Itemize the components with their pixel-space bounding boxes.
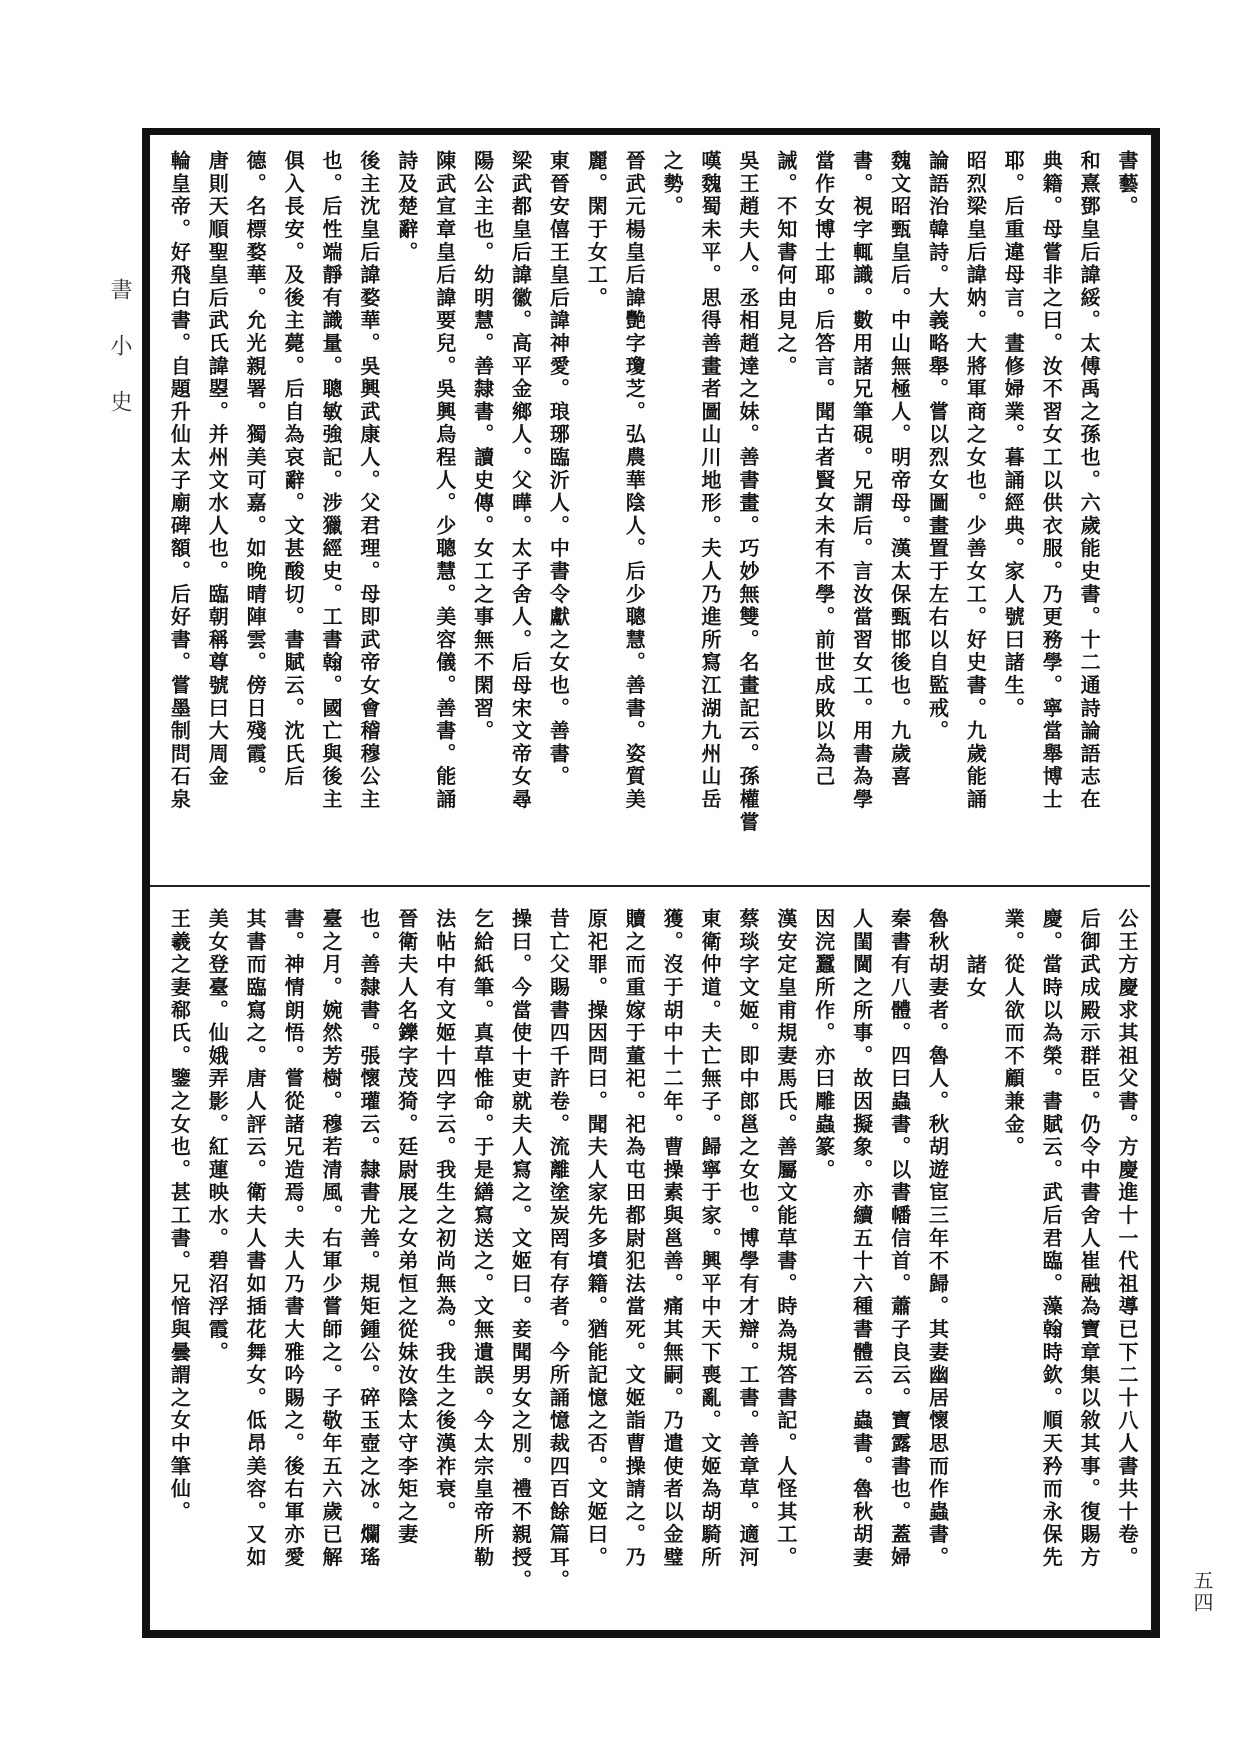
text-column: 後主沈皇后諱婺華。吳興武康人。父君理。母即武帝女會稽穆公主 [356, 150, 381, 812]
text-column: 東衛仲道。夫亡無子。歸寧于家。興平中天下喪亂。文姬為胡騎所 [698, 908, 723, 1570]
text-column: 德。名標婺華。允光親署。獨美可嘉。如晚晴陣雲。傍日殘霞。 [243, 150, 268, 789]
text-column: 耶。后重違母言。晝修婦業。暮誦經典。家人號曰諸生。 [1001, 150, 1026, 720]
text-column: 法帖中有文姬十四字云。我生之初尚無為。我生之後漢祚衰。 [432, 908, 457, 1524]
section-divider [150, 885, 1150, 887]
text-column: 詩及楚辭。 [394, 150, 419, 264]
text-column: 和熹鄧皇后諱綏。太傅禹之孫也。六歲能史書。十二通詩論語志在 [1077, 150, 1102, 812]
text-column: 慶。當時以為榮。書賦云。武后君臨。藻翰時欽。順天矜而永保先 [1039, 908, 1064, 1570]
text-column: 原祀罪。操因問曰。聞夫人家先多墳籍。猶能記憶之否。文姬曰。 [584, 908, 609, 1570]
text-column: 陽公主也。幼明慧。善隸書。讀史傳。女工之事無不閑習。 [470, 150, 495, 743]
text-column: 業。從人欲而不顧兼金。 [1001, 908, 1026, 1159]
text-column: 因浣蠶所作。亦曰雕蟲篆。 [811, 908, 836, 1182]
text-column: 公王方慶求其祖父書。方慶進十一代祖導已下二十八人書共十卷。 [1115, 908, 1139, 1570]
text-column: 論語治韓詩。大義略舉。嘗以烈女圖畫置于左右以自監戒。 [925, 150, 950, 743]
text-column: 王羲之妻郗氏。鑒之女也。甚工書。兄愔與曇謂之女中筆仙。 [167, 908, 192, 1524]
text-column: 當作女博士耶。后答言。聞古者賢女未有不學。前世成敗以為己 [811, 150, 836, 789]
text-column: 陳武宣章皇后諱要兒。吳興烏程人。少聰慧。美容儀。善書。能誦 [432, 150, 457, 812]
text-column: 之勢。 [660, 150, 685, 219]
text-column: 昭烈梁皇后諱妠。大將軍商之女也。少善女工。好史書。九歲能誦 [963, 150, 988, 812]
text-column: 唐則天順聖皇后武氏諱曌。并州文水人也。臨朝稱尊號曰大周金 [205, 150, 230, 789]
text-column: 吳王趙夫人。丞相趙達之妹。善書畫。巧妙無雙。名畫記云。孫權嘗 [735, 150, 760, 834]
text-column: 美女登臺。仙娥弄影。紅蓮映水。碧沼浮霞。 [205, 908, 230, 1364]
text-column: 也。后性端靜有識量。聰敏強記。涉獵經史。工書翰。國亡與後主 [318, 150, 343, 812]
book-title-margin: 書小史 [107, 278, 132, 446]
text-column: 晉衛夫人名鑠字茂猗。廷尉展之女弟恒之從妹汝陰太守李矩之妻 [394, 908, 419, 1547]
text-column: 秦書有八體。四曰蟲書。以書幡信首。蕭子良云。寶露書也。蓋婦 [887, 908, 912, 1570]
text-column: 魏文昭甄皇后。中山無極人。明帝母。漢太保甄邯後也。九歲喜 [887, 150, 912, 789]
text-column: 乞給紙筆。真草惟命。于是繕寫送之。文無遺誤。今太宗皇帝所勒 [470, 908, 495, 1570]
text-column: 俱入長安。及後主薨。后自為哀辭。文甚酸切。書賦云。沈氏后 [281, 150, 306, 789]
text-column: 麗。閑于女工。 [584, 150, 609, 310]
text-column: 書。視字輒識。數用諸兄筆硯。兄謂后。言汝當習女工。用書為學 [849, 150, 874, 812]
text-column: 昔亡父賜書四千許卷。流離塗炭罔有存者。今所誦憶裁四百餘篇耳。 [546, 908, 571, 1592]
text-column: 晉武元楊皇后諱艷字瓊芝。弘農華陰人。后少聰慧。善書。姿質美 [622, 150, 647, 812]
text-column: 輪皇帝。好飛白書。自題升仙太子廟碑額。后好書。嘗墨制問石泉 [167, 150, 192, 812]
text-column: 其書而臨寫之。唐人評云。衛夫人書如插花舞女。低昂美容。又如 [243, 908, 268, 1570]
section-heading: 諸女 [963, 954, 988, 1000]
text-column: 人閨閫之所事。故因擬象。亦續五十六種書體云。蟲書。魯秋胡妻 [849, 908, 874, 1570]
upper-text-block [153, 150, 1145, 882]
text-column: 嘆魏蜀未平。思得善畫者圖山川地形。夫人乃進所寫江湖九州山岳 [698, 150, 723, 812]
text-column: 書藝。 [1115, 150, 1139, 219]
text-column: 梁武都皇后諱徽。高平金鄉人。父曄。太子舍人。后母宋文帝女尋 [508, 150, 533, 812]
text-column: 典籍。母嘗非之曰。汝不習女工以供衣服。乃更務學。寧當舉博士 [1039, 150, 1064, 812]
text-column: 臺之月。婉然芳樹。穆若清風。右軍少嘗師之。子敬年五六歲已解 [318, 908, 343, 1570]
text-column: 后御武成殿示群臣。仍令中書舍人崔融為寶章集以敘其事。復賜方 [1077, 908, 1102, 1570]
text-column: 漢安定皇甫規妻馬氏。善屬文能草書。時為規答書記。人怪其工。 [773, 908, 798, 1570]
page-number: 五四 [1190, 1570, 1214, 1614]
text-column: 操曰。今當使十吏就夫人寫之。文姬曰。妾聞男女之別。禮不親授。 [508, 908, 533, 1592]
text-column: 也。善隸書。張懷瓘云。隸書尤善。規矩鍾公。碎玉壺之冰。爛瑤 [356, 908, 381, 1570]
lower-text-block [153, 908, 1145, 1636]
text-column: 東晉安僖王皇后諱神愛。琅琊臨沂人。中書令獻之女也。善書。 [546, 150, 571, 789]
text-column: 誡。不知書何由見之。 [773, 150, 798, 378]
text-column: 贖之而重嫁于董祀。祀為屯田都尉犯法當死。文姬詣曹操請之。乃 [622, 908, 647, 1570]
text-column: 獲。沒于胡中十二年。曹操素與邕善。痛其無嗣。乃遣使者以金璧 [660, 908, 685, 1570]
text-column: 蔡琰字文姬。即中郎邕之女也。博學有才辯。工書。善章草。適河 [735, 908, 760, 1570]
text-column: 書。神情朗悟。嘗從諸兄造焉。夫人乃書大雅吟賜之。後右軍亦愛 [281, 908, 306, 1570]
text-column: 魯秋胡妻者。魯人。秋胡遊宦三年不歸。其妻幽居懷思而作蟲書。 [925, 908, 950, 1570]
